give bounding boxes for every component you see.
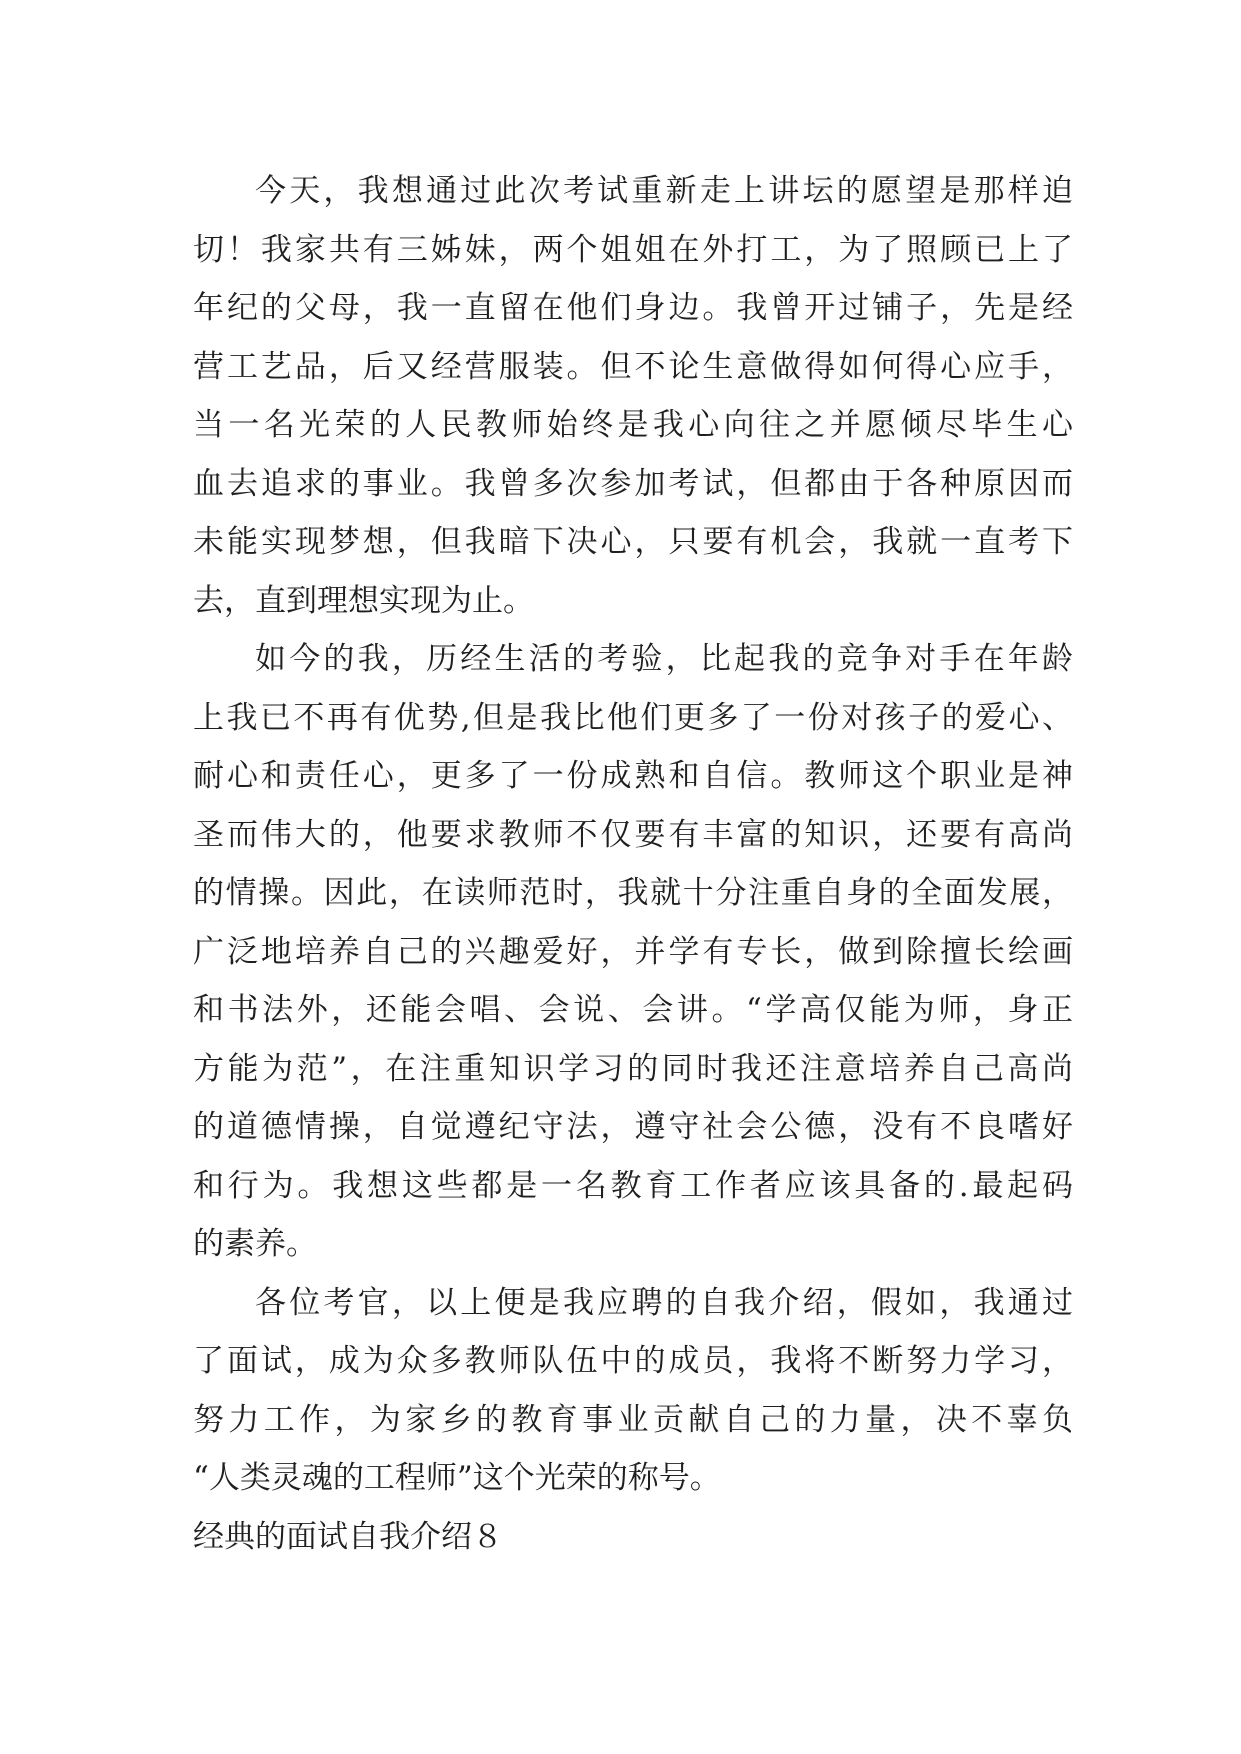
- paragraph-2-line-8: 方能为范”，在注重知识学习的同时我还注意培养自己高尚: [193, 1050, 1073, 1087]
- paragraph-1-line-7: 未能实现梦想，但我暗下决心，只要有机会，我就一直考下: [193, 524, 1073, 560]
- paragraph-2-line-6: 广泛地培养自己的兴趣爱好，并学有专长，做到除擅长绘画: [193, 933, 1073, 970]
- paragraph-2-line-4: 圣而伟大的，他要求教师不仅要有丰富的知识，还要有高尚: [193, 816, 1073, 853]
- paragraph-1-line-6: 血去追求的事业。我曾多次参加考试，但都由于各种原因而: [193, 465, 1073, 502]
- paragraph-3-line-3: 努力工作，为家乡的教育事业贡献自己的力量，决不辜负: [193, 1401, 1073, 1438]
- paragraph-1-line-2: 切！我家共有三姊妹，两个姐姐在外打工，为了照顾已上了: [193, 231, 1073, 268]
- paragraph-1-line-1: 今天，我想通过此次考试重新走上讲坛的愿望是那样迫: [255, 173, 1073, 209]
- paragraph-3-line-1: 各位考官，以上便是我应聘的自我介绍，假如，我通过: [255, 1284, 1073, 1321]
- paragraph-3-line-2: 了面试，成为众多教师队伍中的成员，我将不断努力学习，: [193, 1343, 1073, 1379]
- paragraph-2-line-3: 耐心和责任心，更多了一份成熟和自信。教师这个职业是神: [193, 758, 1073, 794]
- paragraph-2-line-9: 的道德情操，自觉遵纪守法，遵守社会公德，没有不良嗜好: [193, 1109, 1073, 1145]
- paragraph-1-line-8: 去，直到理想实现为止。: [193, 582, 534, 619]
- section-heading: 经典的面试自我介绍８: [193, 1518, 503, 1555]
- document-body: [193, 162, 1073, 1566]
- paragraph-1-line-3: 年纪的父母，我一直留在他们身边。我曾开过铺子，先是经: [193, 290, 1073, 326]
- paragraph-2-line-10: 和行为。我想这些都是一名教育工作者应该具备的.最起码: [193, 1167, 1073, 1204]
- paragraph-2-line-1: 如今的我，历经生活的考验，比起我的竞争对手在年龄: [255, 641, 1073, 677]
- paragraph-3-line-4: “人类灵魂的工程师”这个光荣的称号。: [193, 1460, 721, 1496]
- paragraph-2-line-11: 的素养。: [193, 1226, 317, 1262]
- paragraph-2-line-5: 的情操。因此，在读师范时，我就十分注重自身的全面发展，: [193, 875, 1073, 911]
- paragraph-1-line-5: 当一名光荣的人民教师始终是我心向往之并愿倾尽毕生心: [193, 407, 1073, 443]
- paragraph-2-line-7: 和书法外，还能会唱、会说、会讲。“学高仅能为师，身正: [193, 992, 1073, 1028]
- paragraph-1-line-4: 营工艺品，后又经营服装。但不论生意做得如何得心应手，: [193, 348, 1073, 385]
- paragraph-2-line-2: 上我已不再有优势,但是我比他们更多了一份对孩子的爱心、: [193, 699, 1073, 736]
